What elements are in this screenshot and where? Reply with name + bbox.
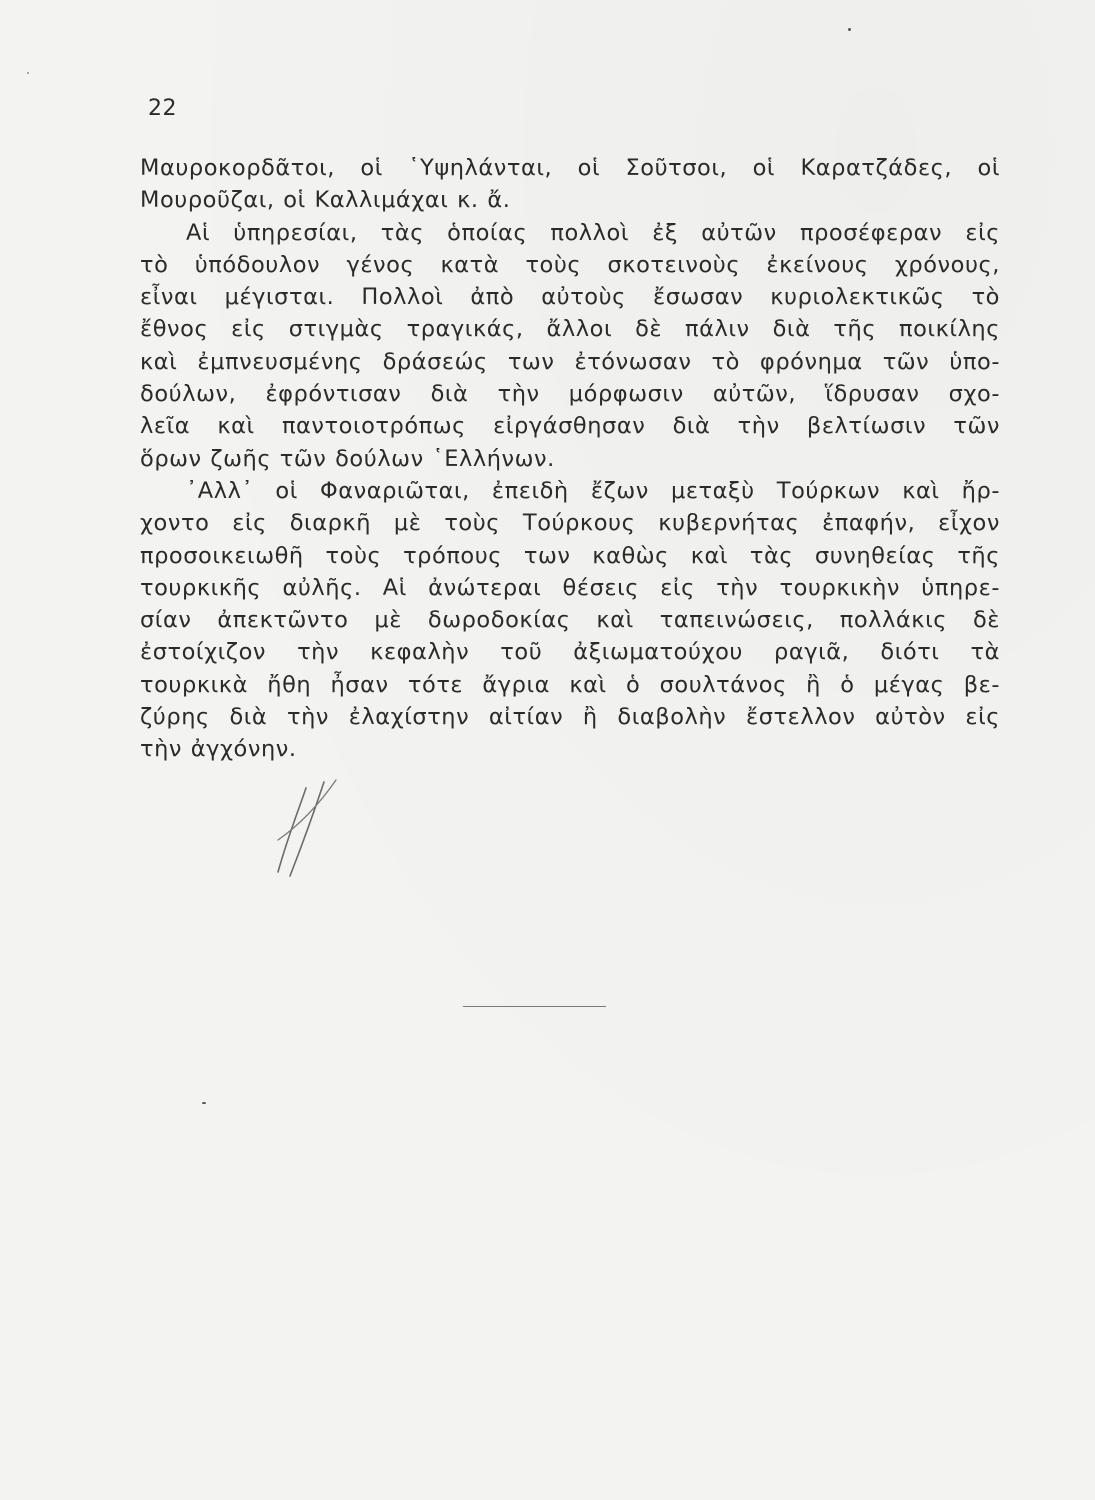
scan-speck [202,1102,206,1104]
text-line: ᾿Αλλ᾿ οἱ Φαναριῶται, ἐπειδὴ ἔζων μεταξὺ Τούρκων καὶ ἤρ- [186,477,1000,504]
scan-speck [848,28,851,31]
text-line: τουρκικῆς αὐλῆς. Αἱ ἀνώτεραι θέσεις εἰς τὴν τουρκικὴν ὑπηρε- [140,574,1000,601]
text-line: Μαυροκορδᾶτοι, οἱ ῾Υψηλάνται, οἱ Σοῦτσοι, οἱ Καρατζάδες, οἱ [140,155,1000,181]
end-rule [463,1006,606,1007]
text-line: καὶ ἐμπνευσμένης δράσεώς των ἐτόνωσαν τὸ φρόνημα τῶν ὑπο- [140,348,1000,375]
text-line: τὸ ὑπόδουλον γένος κατὰ τοὺς σκοτεινοὺς ἐκείνους χρόνους, [140,251,1000,278]
text-line: λεῖα καὶ παντοιοτρόπως εἰργάσθησαν διὰ τὴν βελτίωσιν τῶν [140,413,1000,440]
body-text [140,152,1000,766]
text-line: Αἱ ὑπηρεσίαι, τὰς ὁποίας πολλοὶ ἐξ αὐτῶν προσέφεραν εἰς [186,219,1000,246]
text-line: χοντο εἰς διαρκῆ μὲ τοὺς Τούρκους κυβερνήτας ἐπαφήν, εἶχον [140,510,1000,537]
text-line: ἐστοίχιζον τὴν κεφαλὴν τοῦ ἀξιωματούχου ραγιᾶ, διότι τὰ [140,639,1000,666]
text-line: τουρκικὰ ἤθη ἦσαν τότε ἄγρια καὶ ὁ σουλτάνος ἢ ὁ μέγας βε- [140,671,1000,698]
text-line: δούλων, ἐφρόντισαν διὰ τὴν μόρφωσιν αὐτῶν, ἵδρυσαν σχο- [140,381,1000,408]
text-line: Μουροῦζαι, οἱ Καλλιμάχαι κ. ἄ. [140,187,511,214]
handwritten-mark [248,776,358,886]
text-line: προσοικειωθῆ τοὺς τρόπους των καθὼς καὶ τὰς συνηθείας τῆς [140,542,1000,569]
text-line: ὅρων ζωῆς τῶν δούλων ῾Ελλήνων. [140,445,555,472]
text-line: ἔθνος εἰς στιγμὰς τραγικάς, ἄλλοι δὲ πάλιν διὰ τῆς ποικίλης [140,316,1000,343]
text-line: σίαν ἀπεκτῶντο μὲ δωροδοκίας καὶ ταπεινώσεις, πολλάκις δὲ [140,607,1000,634]
text-line: ζύρης διὰ τὴν ἐλαχίστην αἰτίαν ἢ διαβολὴν ἔστελλον αὐτὸν εἰς [140,704,1000,731]
text-line: τὴν ἀγχόνην. [140,736,297,763]
text-line: εἶναι μέγισται. Πολλοὶ ἀπὸ αὐτοὺς ἔσωσαν κυριολεκτικῶς τὸ [140,284,1000,311]
scan-speck [27,72,29,74]
page-number: 22 [148,96,177,121]
